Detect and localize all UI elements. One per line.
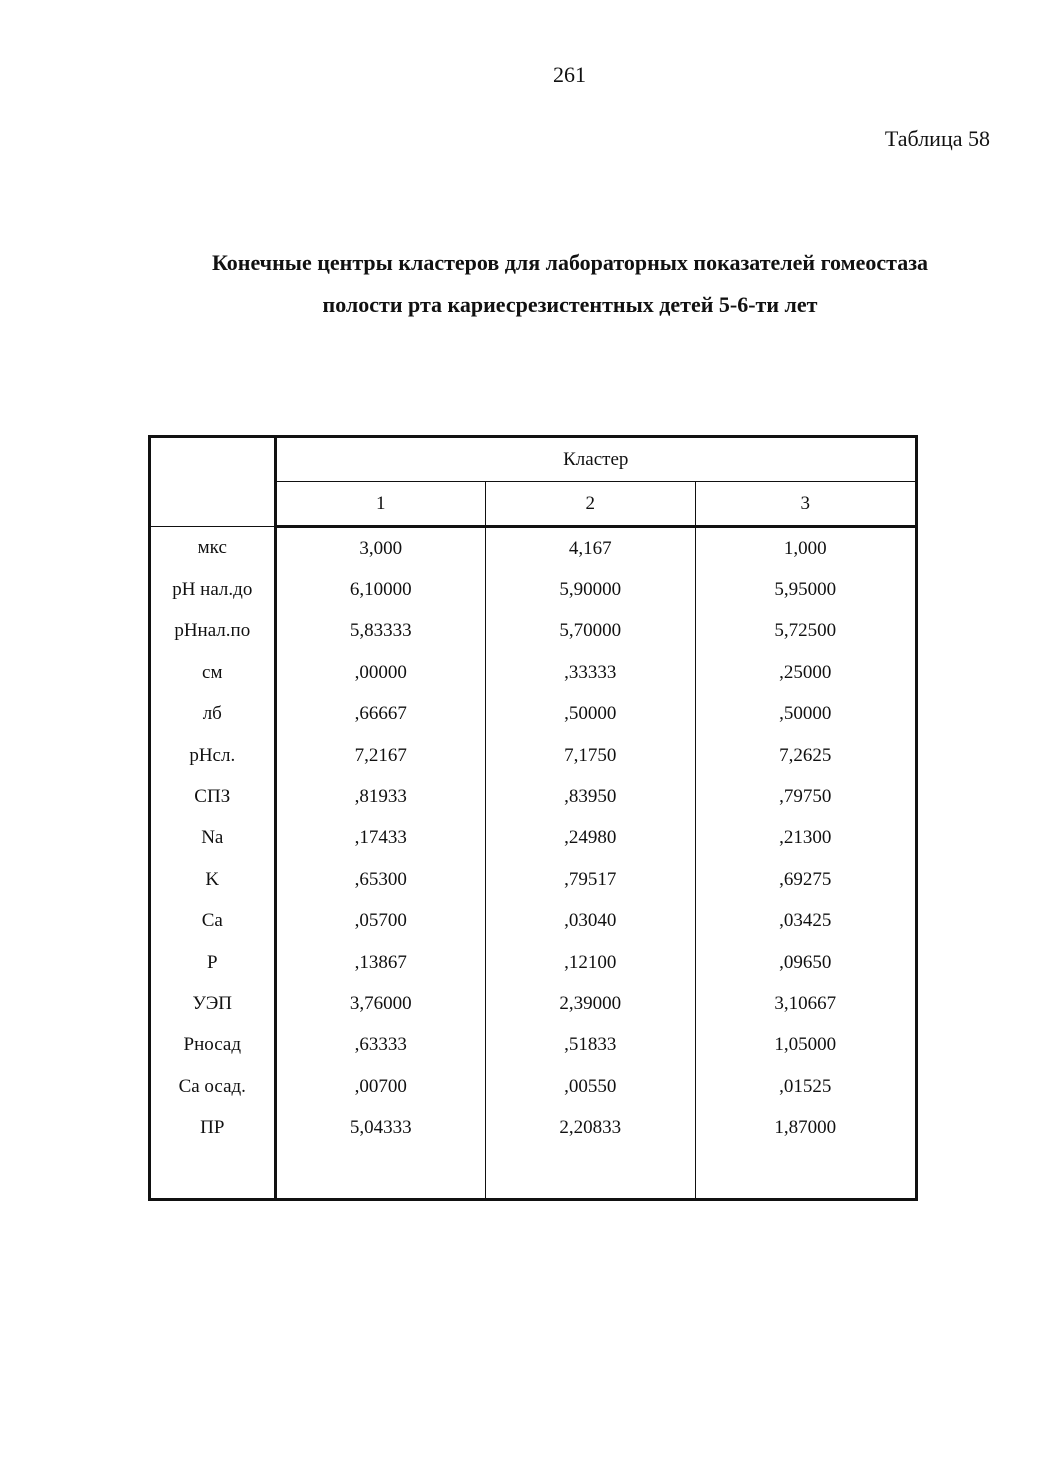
cell-value: 5,72500 bbox=[774, 620, 837, 642]
row-label: лб bbox=[150, 694, 276, 735]
row-label: Pносад bbox=[150, 1025, 276, 1066]
row-label: pH нал.до bbox=[150, 569, 276, 610]
cell-value: 2,39000 bbox=[486, 983, 696, 1024]
cell-value: ,12100 bbox=[486, 942, 696, 983]
cell-value: ,50000 bbox=[779, 703, 832, 725]
cell-value: 4,167 bbox=[486, 527, 696, 570]
cell-value: 1,05000 bbox=[774, 1034, 837, 1056]
cluster-column-header: 3 bbox=[695, 482, 916, 527]
table-row bbox=[150, 1025, 917, 1066]
cell-value: ,21300 bbox=[779, 827, 832, 849]
cell-value: ,17433 bbox=[275, 818, 486, 859]
cell-value: ,05700 bbox=[275, 901, 486, 942]
row-label: Ca bbox=[150, 901, 276, 942]
table-row bbox=[150, 527, 917, 570]
row-label: P bbox=[150, 942, 276, 983]
cluster-column-header: 2 bbox=[486, 482, 696, 527]
empty-cell bbox=[486, 1149, 696, 1200]
cell-value: 3,10667 bbox=[774, 992, 837, 1014]
row-label: СПЗ bbox=[150, 776, 276, 817]
cell-value: 5,90000 bbox=[486, 569, 696, 610]
table-row bbox=[150, 611, 917, 652]
empty-cell bbox=[695, 1149, 916, 1200]
cell-value: ,65300 bbox=[275, 859, 486, 900]
cell-value: 7,2625 bbox=[779, 744, 832, 766]
row-label: Ca осад. bbox=[150, 1066, 276, 1107]
page-number: 261 bbox=[553, 62, 586, 87]
table-row bbox=[150, 776, 917, 817]
row-label: УЭП bbox=[150, 983, 276, 1024]
table-row bbox=[150, 652, 917, 693]
table-row bbox=[150, 1107, 917, 1148]
row-label: pHнал.по bbox=[150, 611, 276, 652]
row-label: pHсл. bbox=[150, 735, 276, 776]
cell-value: ,00700 bbox=[275, 1066, 486, 1107]
table-row bbox=[150, 901, 917, 942]
title-line-2: полости рта кариесрезистентных детей 5-6-ти лет bbox=[322, 292, 818, 317]
cell-value: 3,000 bbox=[275, 527, 486, 570]
cell-value: ,83950 bbox=[486, 776, 696, 817]
row-label: см bbox=[150, 652, 276, 693]
cluster-group-header: Кластер bbox=[275, 437, 916, 482]
cell-value: ,79517 bbox=[486, 859, 696, 900]
table-row bbox=[150, 818, 917, 859]
cell-value: ,09650 bbox=[779, 951, 832, 973]
cell-value: ,25000 bbox=[779, 661, 832, 683]
cell-value: 1,000 bbox=[783, 537, 827, 559]
cell-value: ,50000 bbox=[486, 694, 696, 735]
table-label: Таблица 58 bbox=[884, 126, 990, 151]
table-row bbox=[150, 1066, 917, 1107]
table-row bbox=[150, 694, 917, 735]
cell-value: 5,95000 bbox=[774, 579, 837, 601]
table-row bbox=[150, 735, 917, 776]
cell-value: ,24980 bbox=[486, 818, 696, 859]
cell-value: ,13867 bbox=[275, 942, 486, 983]
table-row bbox=[150, 983, 917, 1024]
cell-value: 5,70000 bbox=[486, 611, 696, 652]
cell-value: ,33333 bbox=[486, 652, 696, 693]
table-padding-row bbox=[150, 1149, 917, 1200]
row-label: Na bbox=[150, 818, 276, 859]
cell-value: ,03040 bbox=[486, 901, 696, 942]
title-line-1: Конечные центры кластеров для лабораторных показателей гомеостаза bbox=[211, 250, 929, 275]
cell-value: ,63333 bbox=[275, 1025, 486, 1066]
cell-value: 3,76000 bbox=[275, 983, 486, 1024]
cell-value: ,69275 bbox=[779, 868, 832, 890]
cell-value: ,51833 bbox=[486, 1025, 696, 1066]
row-label: K bbox=[150, 859, 276, 900]
cell-value: 5,83333 bbox=[275, 611, 486, 652]
table-row bbox=[150, 942, 917, 983]
row-label-header bbox=[150, 437, 276, 527]
cell-value: ,00000 bbox=[275, 652, 486, 693]
row-label: мкс bbox=[150, 527, 276, 570]
cell-value: 5,04333 bbox=[275, 1107, 486, 1148]
cell-value: ,01525 bbox=[779, 1075, 832, 1097]
cell-value: ,81933 bbox=[275, 776, 486, 817]
empty-cell bbox=[150, 1149, 276, 1200]
cell-value: 1,87000 bbox=[774, 1117, 837, 1139]
table-row bbox=[150, 569, 917, 610]
row-label: ПР bbox=[150, 1107, 276, 1148]
cluster-column-header: 1 bbox=[275, 482, 486, 527]
cell-value: ,66667 bbox=[275, 694, 486, 735]
cell-value: ,03425 bbox=[779, 910, 832, 932]
cell-value: 7,2167 bbox=[275, 735, 486, 776]
cell-value: 7,1750 bbox=[486, 735, 696, 776]
table-row bbox=[150, 859, 917, 900]
cluster-centers-table bbox=[148, 435, 918, 1201]
cell-value: 2,20833 bbox=[486, 1107, 696, 1148]
table-title bbox=[100, 242, 1039, 326]
cell-value: ,00550 bbox=[486, 1066, 696, 1107]
empty-cell bbox=[275, 1149, 486, 1200]
cell-value: ,79750 bbox=[779, 786, 832, 808]
cell-value: 6,10000 bbox=[275, 569, 486, 610]
